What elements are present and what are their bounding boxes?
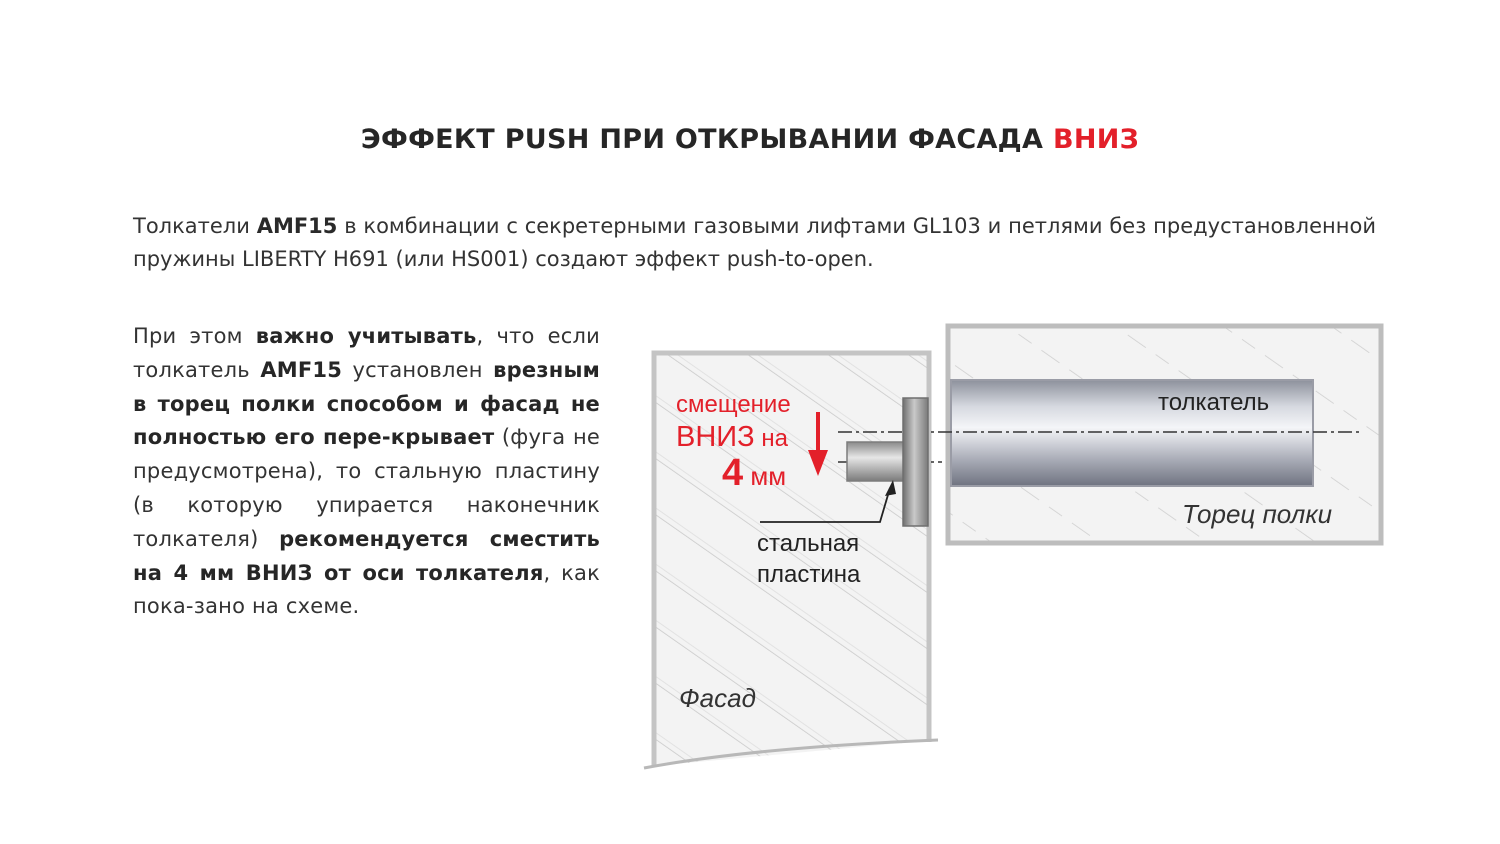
intro-paragraph bbox=[133, 210, 1376, 276]
offset-value-number: 4 bbox=[722, 452, 744, 494]
offset-value-unit: мм bbox=[743, 461, 787, 491]
body-text-1: При этом bbox=[133, 324, 256, 348]
body-bold-3: врезным в торец полки способом и фасад не полностью его пере-крывает bbox=[133, 357, 601, 450]
offset-label-direction: ВНИЗ bbox=[676, 421, 755, 453]
body-text-3: установлен bbox=[342, 357, 494, 382]
offset-label-line2 bbox=[676, 421, 789, 453]
title-accent: ВНИЗ bbox=[1052, 124, 1140, 155]
intro-text-1: Толкатели bbox=[133, 214, 257, 238]
pusher-label: толкатель bbox=[1158, 389, 1270, 416]
intro-text-2: в комбинации с секретерными газовыми лифтами GL103 и петлями без предустановленной пружины LIBERTY H691 (или HS001) создают эффект push-to-open. bbox=[133, 214, 1376, 271]
body-bold-4: рекомендуется сместить на 4 мм ВНИЗ от оси толкателя bbox=[133, 526, 600, 585]
body-bold-1: важно учитывать bbox=[255, 324, 477, 348]
body-text-2: , что если толкатель bbox=[133, 324, 600, 382]
title-main: ЭФФЕКТ PUSH ПРИ ОТКРЫВАНИИ ФАСАДА bbox=[360, 124, 1044, 155]
offset-label-line1: смещение bbox=[676, 391, 791, 418]
plate-label-line1: стальная bbox=[757, 530, 860, 557]
shelf-edge-label: Торец полки bbox=[1182, 499, 1333, 529]
page-title bbox=[0, 124, 1500, 155]
body-text-4: (фуга не предусмотрена), то стальную пластину (в которую упирается наконечник толкателя) bbox=[133, 425, 600, 551]
body-bold-2: AMF15 bbox=[260, 357, 343, 382]
body-paragraph bbox=[133, 320, 600, 624]
offset-label-suffix: на bbox=[754, 425, 788, 452]
plate-label-line2: пластина bbox=[757, 561, 861, 588]
facade-label: Фасад bbox=[679, 683, 756, 713]
pusher-diagram bbox=[640, 315, 1400, 785]
intro-bold-1: AMF15 bbox=[256, 214, 338, 238]
body-text-5: , как пока-зано на схеме. bbox=[133, 560, 600, 619]
